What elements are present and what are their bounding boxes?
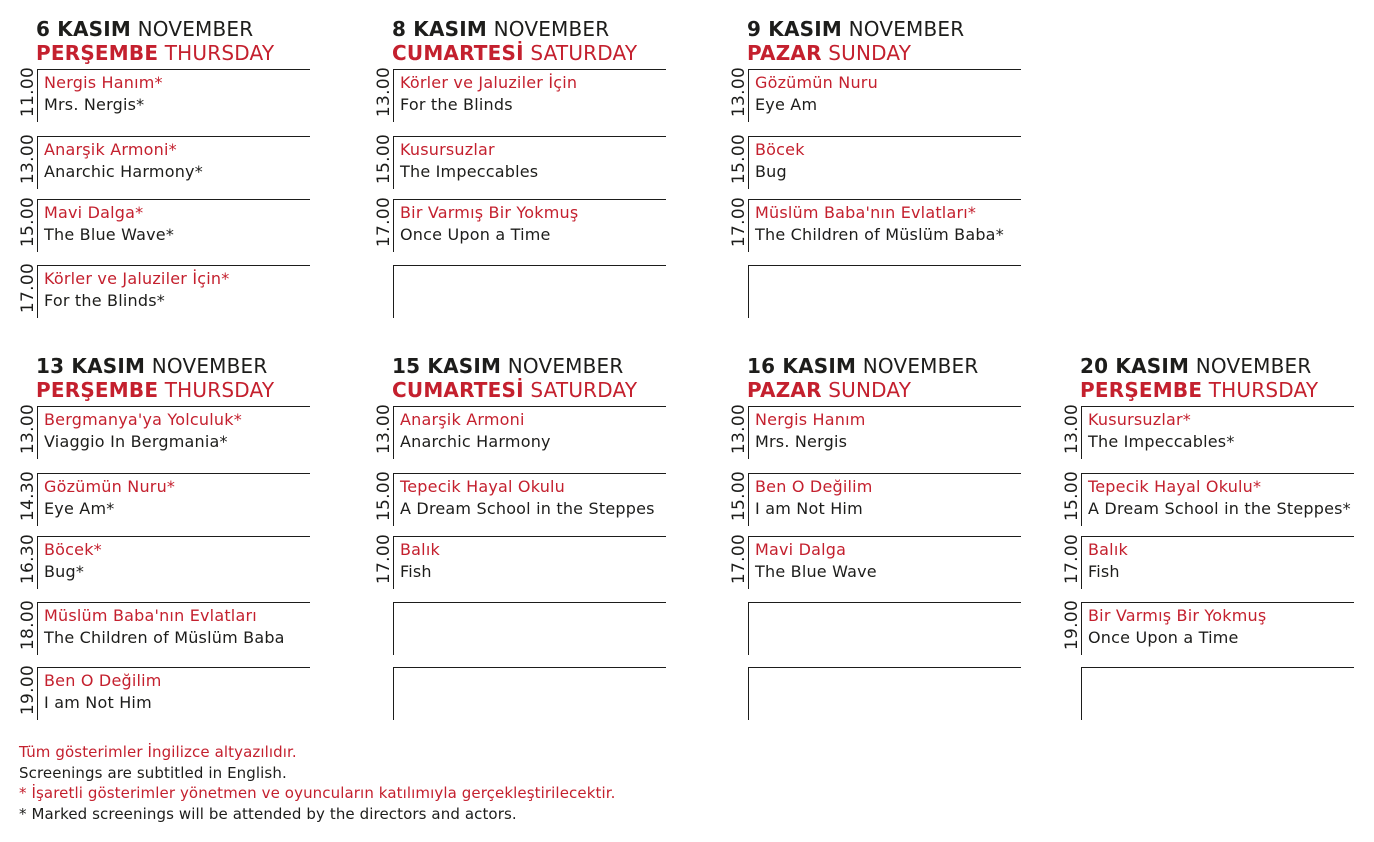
film-title-tr: Kusursuzlar — [400, 140, 495, 159]
film-title-tr: Gözümün Nuru* — [44, 477, 176, 496]
screening-slot — [729, 533, 1029, 588]
weekday-tr: CUMARTESİ — [392, 41, 524, 65]
weekday-en: THURSDAY — [1208, 378, 1319, 402]
screening-slot — [729, 470, 1029, 525]
empty-slot — [1062, 667, 1362, 719]
date-en: NOVEMBER — [137, 17, 254, 41]
film-title-tr: Böcek — [755, 140, 805, 159]
film-title-en: Fish — [400, 562, 432, 581]
date-tr: 15 KASIM — [392, 354, 502, 378]
film-title-en: Bug* — [44, 562, 85, 581]
film-title-tr: Bergmanya'ya Yolculuk* — [44, 410, 242, 429]
day-header — [36, 17, 274, 65]
weekday-en: THURSDAY — [164, 378, 275, 402]
slot-time: 13.00 — [18, 403, 38, 455]
slot-time: 17.00 — [1062, 533, 1082, 585]
film-title-en: The Children of Müslüm Baba — [44, 628, 285, 647]
slot-time: 13.00 — [729, 403, 749, 455]
slot-frame — [1081, 667, 1354, 720]
empty-slot — [729, 602, 1029, 654]
slot-frame — [393, 602, 666, 655]
slot-time: 17.00 — [18, 262, 38, 314]
film-title-tr: Anarşik Armoni* — [44, 140, 177, 159]
date-tr: 6 KASIM — [36, 17, 132, 41]
screening-slot — [374, 133, 674, 188]
film-title-en: I am Not Him — [44, 693, 152, 712]
weekday-en: THURSDAY — [164, 41, 275, 65]
film-title-en: A Dream School in the Steppes — [400, 499, 655, 518]
weekday-line — [1080, 378, 1318, 402]
film-title-tr: Kusursuzlar* — [1088, 410, 1191, 429]
marked-note-en: * Marked screenings will be attended by the directors and actors. — [19, 804, 517, 823]
screening-slot — [374, 533, 674, 588]
weekday-tr: PERŞEMBE — [1080, 378, 1203, 402]
film-title-tr: Mavi Dalga* — [44, 203, 144, 222]
screening-slot — [374, 470, 674, 525]
slot-time: 17.00 — [374, 196, 394, 248]
day-header — [747, 354, 978, 402]
weekday-tr: PERŞEMBE — [36, 378, 159, 402]
date-en: NOVEMBER — [507, 354, 624, 378]
film-title-tr: Tepecik Hayal Okulu* — [1088, 477, 1262, 496]
screening-slot — [18, 533, 318, 588]
film-title-tr: Bir Varmış Bir Yokmuş — [400, 203, 579, 222]
day-header — [747, 17, 964, 65]
weekday-line — [36, 378, 274, 402]
date-en: NOVEMBER — [151, 354, 268, 378]
date-line — [747, 17, 964, 41]
date-tr: 8 KASIM — [392, 17, 488, 41]
film-title-en: Anarchic Harmony* — [44, 162, 203, 181]
screening-slot — [1062, 599, 1362, 654]
slot-frame — [748, 667, 1021, 720]
film-title-tr: Bir Varmış Bir Yokmuş — [1088, 606, 1267, 625]
empty-slot — [729, 667, 1029, 719]
screening-slot — [18, 664, 318, 719]
marked-note-tr: * İşaretli gösterimler yönetmen ve oyuncuların katılımıyla gerçekleştirilecektir. — [19, 784, 616, 802]
screening-slot — [18, 133, 318, 188]
slot-time: 16.30 — [18, 533, 38, 585]
slot-time: 11.00 — [18, 66, 38, 118]
slot-time: 15.00 — [729, 470, 749, 522]
film-title-en: I am Not Him — [755, 499, 863, 518]
film-title-tr: Tepecik Hayal Okulu — [400, 477, 566, 496]
slot-time: 13.00 — [1062, 403, 1082, 455]
screening-slot — [18, 262, 318, 317]
film-title-en: The Impeccables — [400, 162, 539, 181]
film-title-en: Mrs. Nergis — [755, 432, 848, 451]
film-title-en: Mrs. Nergis* — [44, 95, 145, 114]
empty-slot — [374, 667, 674, 719]
screening-slot — [18, 403, 318, 458]
date-line — [36, 17, 274, 41]
slot-time: 17.00 — [729, 196, 749, 248]
date-en: NOVEMBER — [493, 17, 610, 41]
film-title-tr: Ben O Değilim — [755, 477, 873, 496]
slot-time: 13.00 — [374, 403, 394, 455]
date-line — [392, 354, 637, 378]
empty-slot — [374, 602, 674, 654]
film-title-en: Once Upon a Time — [400, 225, 551, 244]
weekday-line — [392, 41, 637, 65]
day-header — [1080, 354, 1318, 402]
slot-time: 15.00 — [374, 470, 394, 522]
film-title-en: The Blue Wave — [755, 562, 877, 581]
screening-slot — [18, 599, 318, 654]
slot-time: 14.30 — [18, 470, 38, 522]
film-title-tr: Balık — [1088, 540, 1128, 559]
film-title-en: Viaggio In Bergmania* — [44, 432, 228, 451]
film-title-en: Bug — [755, 162, 787, 181]
slot-time: 15.00 — [18, 196, 38, 248]
empty-slot — [374, 265, 674, 317]
slot-time: 15.00 — [1062, 470, 1082, 522]
film-title-en: Once Upon a Time — [1088, 628, 1239, 647]
subtitle-note-tr: Tüm gösterimler İngilizce altyazılıdır. — [19, 743, 297, 761]
film-title-tr: Nergis Hanım* — [44, 73, 163, 92]
film-title-tr: Balık — [400, 540, 440, 559]
screening-slot — [729, 66, 1029, 121]
slot-frame — [748, 602, 1021, 655]
slot-time: 18.00 — [18, 599, 38, 651]
film-title-tr: Nergis Hanım — [755, 410, 866, 429]
film-title-tr: Böcek* — [44, 540, 102, 559]
slot-time: 13.00 — [18, 133, 38, 185]
slot-time: 19.00 — [18, 664, 38, 716]
slot-time: 15.00 — [729, 133, 749, 185]
slot-frame — [393, 265, 666, 318]
weekday-line — [747, 41, 964, 65]
empty-slot — [729, 265, 1029, 317]
film-title-tr: Körler ve Jaluziler İçin — [400, 73, 578, 92]
film-title-en: Eye Am* — [44, 499, 115, 518]
screening-slot — [729, 403, 1029, 458]
film-title-tr: Müslüm Baba'nın Evlatları — [44, 606, 257, 625]
date-tr: 13 KASIM — [36, 354, 146, 378]
slot-time: 17.00 — [374, 533, 394, 585]
weekday-en: SATURDAY — [530, 41, 638, 65]
film-title-en: For the Blinds — [400, 95, 513, 114]
film-title-en: Fish — [1088, 562, 1120, 581]
slot-time: 15.00 — [374, 133, 394, 185]
film-title-en: The Blue Wave* — [44, 225, 175, 244]
slot-frame — [748, 265, 1021, 318]
day-header — [392, 354, 637, 402]
screening-slot — [1062, 470, 1362, 525]
slot-time: 13.00 — [729, 66, 749, 118]
screening-slot — [18, 470, 318, 525]
weekday-en: SUNDAY — [828, 41, 912, 65]
slot-frame — [393, 667, 666, 720]
day-header — [36, 354, 274, 402]
screening-slot — [1062, 533, 1362, 588]
film-title-en: Anarchic Harmony — [400, 432, 551, 451]
date-en: NOVEMBER — [862, 354, 979, 378]
date-en: NOVEMBER — [848, 17, 965, 41]
weekday-en: SUNDAY — [828, 378, 912, 402]
date-en: NOVEMBER — [1195, 354, 1312, 378]
film-title-en: For the Blinds* — [44, 291, 165, 310]
screening-slot — [374, 66, 674, 121]
date-line — [392, 17, 637, 41]
weekday-line — [747, 378, 978, 402]
date-tr: 16 KASIM — [747, 354, 857, 378]
date-tr: 9 KASIM — [747, 17, 843, 41]
weekday-line — [36, 41, 274, 65]
weekday-tr: PERŞEMBE — [36, 41, 159, 65]
film-title-tr: Gözümün Nuru — [755, 73, 878, 92]
film-title-tr: Müslüm Baba'nın Evlatları* — [755, 203, 977, 222]
film-title-tr: Ben O Değilim — [44, 671, 162, 690]
slot-time: 13.00 — [374, 66, 394, 118]
date-line — [1080, 354, 1318, 378]
date-line — [36, 354, 274, 378]
film-title-tr: Körler ve Jaluziler İçin* — [44, 269, 230, 288]
slot-time: 17.00 — [729, 533, 749, 585]
weekday-tr: PAZAR — [747, 378, 822, 402]
screening-slot — [729, 196, 1029, 251]
film-title-tr: Anarşik Armoni — [400, 410, 525, 429]
subtitle-note-en: Screenings are subtitled in English. — [19, 763, 287, 782]
screening-slot — [18, 196, 318, 251]
date-tr: 20 KASIM — [1080, 354, 1190, 378]
screening-slot — [18, 66, 318, 121]
date-line — [747, 354, 978, 378]
film-title-en: The Impeccables* — [1088, 432, 1235, 451]
slot-time: 19.00 — [1062, 599, 1082, 651]
screening-slot — [374, 196, 674, 251]
film-title-en: Eye Am — [755, 95, 818, 114]
film-title-en: The Children of Müslüm Baba* — [755, 225, 1004, 244]
film-title-en: A Dream School in the Steppes* — [1088, 499, 1351, 518]
screening-slot — [729, 133, 1029, 188]
weekday-en: SATURDAY — [530, 378, 638, 402]
footnotes — [19, 742, 616, 824]
weekday-tr: CUMARTESİ — [392, 378, 524, 402]
weekday-line — [392, 378, 637, 402]
film-title-tr: Mavi Dalga — [755, 540, 847, 559]
weekday-tr: PAZAR — [747, 41, 822, 65]
screening-slot — [1062, 403, 1362, 458]
screening-slot — [374, 403, 674, 458]
day-header — [392, 17, 637, 65]
